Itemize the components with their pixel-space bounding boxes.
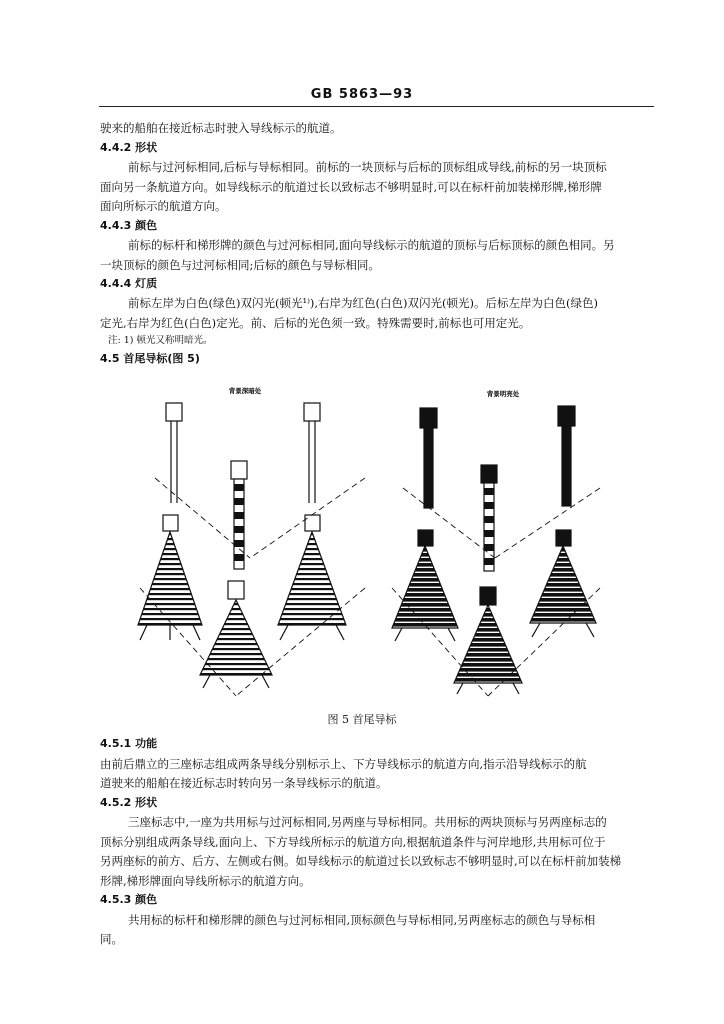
section-heading-4-4-2: 4.4.2 形状	[100, 141, 158, 154]
figure-caption: 图 5 首尾导标	[327, 713, 397, 726]
section-heading-4-5-3: 4.5.3 颜色	[100, 893, 158, 906]
footnote: 注: 1) 顿光又称明暗光。	[108, 335, 213, 346]
paragraph-line: 一块顶标的颜色与过河标相同;后标的颜色与导标相同。	[100, 258, 380, 272]
paragraph-line: 面向所标示的航道方向。	[100, 199, 227, 213]
left-leading-marks	[138, 403, 365, 696]
paragraph-line: 共用标的标杆和梯形牌的颜色与过河标相同,顶标颜色与导标相同,另两座标志的颜色与导标相	[128, 913, 596, 927]
paragraph-line: 同。	[100, 932, 123, 946]
paragraph-line: 面向另一条航道方向。如导线标示的航道过长以致标志不够明显时,可以在标杆前加装梯形牌,梯形牌	[100, 180, 602, 194]
paragraph-line: 前标与过河标相同,后标与导标相同。前标的一块顶标与后标的顶标组成导线,前标的另一块顶标	[128, 160, 607, 174]
header-rule	[99, 106, 654, 107]
paragraph-line: 由前后鼎立的三座标志组成两条导线分别标示上、下方导线标示的航道方向,指示沿导线标示的航	[100, 757, 587, 771]
paragraph-line: 前标左岸为白色(绿色)双闪光(顿光¹⁾),右岸为红色(白色)双闪光(顿光)。后标左岸为白色(绿色)	[128, 296, 598, 310]
paragraph-line: 驶来的船舶在接近标志时驶入导线标示的航道。	[100, 121, 342, 135]
paragraph-line: 道驶来的船舶在接近标志时转向另一条导线标示的航道。	[100, 776, 388, 790]
paragraph-line: 形牌,梯形牌面向导线所标示的航道方向。	[100, 874, 311, 888]
right-diagram-label: 背景明亮处	[486, 390, 520, 398]
section-heading-4-4-4: 4.4.4 灯质	[100, 277, 158, 290]
section-heading-4-4-3: 4.4.3 颜色	[100, 219, 158, 232]
section-heading-4-5: 4.5 首尾导标(图 5)	[100, 352, 200, 365]
page-header: GB 5863—93	[310, 87, 414, 102]
paragraph-line: 定光,右岸为红色(白色)定光。前、后标的光色须一致。特殊需要时,前标也可用定光。	[100, 316, 531, 330]
figure-5-diagram	[100, 378, 660, 698]
paragraph-line: 前标的标杆和梯形牌的颜色与过河标相同,面向导线标示的航道的顶标与后标顶标的颜色相同。另	[128, 238, 615, 252]
section-heading-4-5-1: 4.5.1 功能	[100, 737, 158, 750]
left-diagram-label: 背景深暗处	[228, 387, 262, 395]
paragraph-line: 顶标分别组成两条导线,面向上、下方导线所标示的航道方向,根据航道条件与河岸地形,共用标可位于	[100, 835, 606, 849]
paragraph-line: 三座标志中,一座为共用标与过河标相同,另两座与导标相同。共用标的两块顶标与另两座标志的	[128, 815, 607, 829]
paragraph-line: 另两座标的前方、后方、左侧或右侧。如导线标示的航道过长以致标志不够明显时,可以在标杆前加装梯	[100, 854, 622, 868]
section-heading-4-5-2: 4.5.2 形状	[100, 796, 158, 809]
right-leading-marks	[392, 406, 600, 696]
